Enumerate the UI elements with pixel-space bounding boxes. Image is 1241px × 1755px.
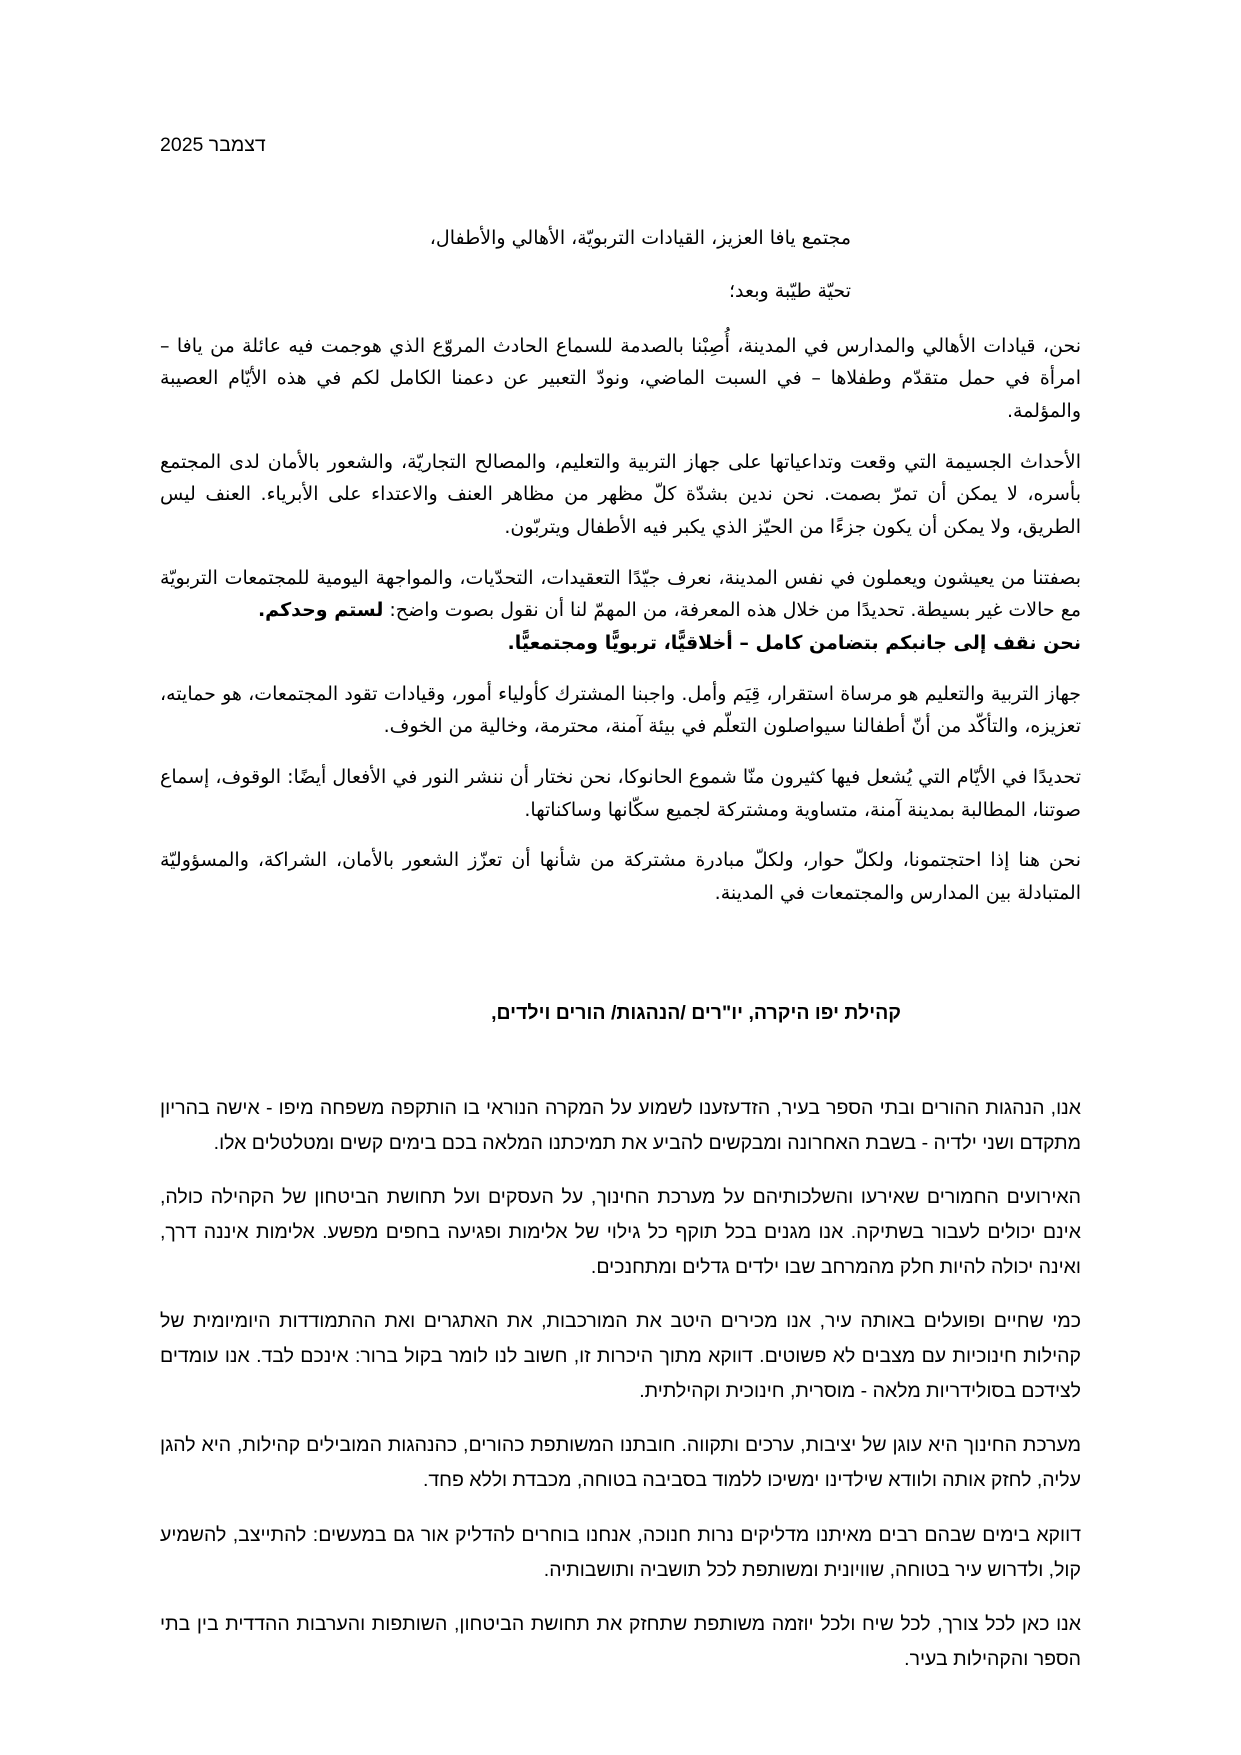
- hebrew-section: [160, 1091, 1081, 1677]
- document-content: [160, 130, 1081, 1697]
- hebrew-heading-spacer: [160, 1057, 1081, 1091]
- hebrew-paragraph-1: אנו, הנהגות ההורים ובתי הספר בעיר, הזדעזענו לשמוע על המקרה הנוראי בו הותקפה משפחה מיפו - אישה בהריון מתקדם ושני ילדיה - בשבת האחרונה ומבקשים להביע את תמיכתנו המלאה בכם בימים קשים ומטלטלים אלו.: [160, 1096, 1081, 1154]
- arabic-emphasis-solidarity: نحن نقف إلى جانبكم بتضامن كامل – أخلاقيًّا، تربويًّا ومجتمعيًّا.: [507, 631, 1081, 654]
- arabic-emphasis-not-alone: لستم وحدكم.: [257, 599, 384, 622]
- arabic-section: [160, 222, 1081, 909]
- arabic-salutation-secondary: تحيّة طيّبة وبعد؛: [729, 279, 851, 302]
- hebrew-paragraph-5: דווקא בימים שבהם רבים מאיתנו מדליקים נרות חנוכה, אנחנו בוחרים להדליק אור גם במעשים: להתייצב, להשמיע קול, ולדרוש עיר בטוחה, שוויונית ומשותפת לכל תושביה ותושבותיה.: [160, 1523, 1081, 1581]
- arabic-salutation-primary: مجتمع يافا العزيز، القيادات التربويّة، الأهالي والأطفال،: [429, 227, 851, 250]
- arabic-paragraph-4: جهاز التربية والتعليم هو مرساة استقرار، قِيَم وأمل. واجبنا المشترك كأولياء أمور، وقيادات تقود المجتمعات، هو حمايته، تعزيزه، والتأكّد من أنّ أطفالنا سيواصلون التعلّم في بيئة آمنة، محترمة، وخالية من الخوف.: [160, 682, 1081, 738]
- section-spacer: [160, 928, 1081, 998]
- arabic-paragraph-3: [160, 562, 1081, 660]
- arabic-paragraph-3-text: بصفتنا من يعيشون ويعملون في نفس المدينة، نعرف جيّدًا التعقيدات، التحدّيات، والمواجهة اليومية للمجتمعات التربويّة مع حالات غير بسيطة. تحديدًا من خلال هذه المعرفة، من المهمّ لنا أن نقول بصوت واضح:: [160, 566, 1081, 622]
- hebrew-paragraph-2: האירועים החמורים שאירעו והשלכותיהם על מערכת החינוך, על העסקים ועל תחושת הביטחון של הקהילה כולה, אינם יכולים לעבור בשתיקה. אנו מגנים בכל תוקף כל גילוי של אלימות ופגיעה בחפים מפשע. אלימות איננה דרך, ואינה יכולה להיות חלק מהמרחב שבו ילדים גדלים ומתחנכים.: [160, 1186, 1081, 1278]
- arabic-paragraph-6: نحن هنا إذا احتجتمونا، ولكلّ حوار، ولكلّ مبادرة مشتركة من شأنها أن تعزّز الشعور بالأمان، الشراكة، والمسؤوليّة المتبادلة بين المدارس والمجتمعات في المدينة.: [160, 849, 1081, 904]
- arabic-paragraph-5: تحديدًا في الأيّام التي يُشعل فيها كثيرون منّا شموع الحانوكا، نحن نختار أن ننشر النور في الأفعال أيضًا: الوقوف، إسماع صوتنا، المطالبة بمدينة آمنة، متساوية ومشتركة لجميع سكّانها وساكناتها.: [160, 765, 1081, 821]
- hebrew-paragraph-4: מערכת החינוך היא עוגן של יציבות, ערכים ותקווה. חובתנו המשותפת כהורים, כהנהגות המובילים קהילות, היא להגן עליה, לחזק אותה ולוודא שילדינו ימשיכו ללמוד בסביבה בטוחה, מכבדת וללא פחד.: [160, 1434, 1081, 1492]
- hebrew-paragraph-6: אנו כאן לכל צורך, לכל שיח ולכל יוזמה משותפת שתחזק את תחושת הביטחון, השותפות והערבות ההדדית בין בתי הספר והקהילות בעיר.: [160, 1613, 1081, 1670]
- arabic-paragraph-1: نحن، قيادات الأهالي والمدارس في المدينة، أُصِبْنا بالصدمة للسماع الحادث المروّع الذي هوجمت فيه عائلة من يافا – امرأة في حمل متقدّم وطفلاها – في السبت الماضي، ونودّ التعبير عن دعمنا الكامل لكم في هذه الأيّام العصيبة والمؤلمة.: [160, 334, 1081, 422]
- hebrew-paragraph-3: כמי שחיים ופועלים באותה עיר, אנו מכירים היטב את המורכבות, את האתגרים ואת ההתמודדות היומיומית של קהילות חינוכיות עם מצבים לא פשוטים. דווקא מתוך היכרות זו, חשוב לנו לומר בקול ברור: אינכם לבד. אנו עומדים לצידכם בסולידריות מלאה - מוסרית, חינוכית וקהילתית.: [160, 1310, 1081, 1402]
- arabic-paragraph-2: الأحداث الجسيمة التي وقعت وتداعياتها على جهاز التربية والتعليم، والمصالح التجاريّة، والشعور بالأمان لدى المجتمع بأسره، لا يمكن أن تمرّ بصمت. نحن ندين بشدّة كلّ مظهر من مظاهر العنف والاعتداء على الأبرياء. العنف ليس الطريق، ولا يمكن أن يكون جزءًا من الحيّز الذي يكبر فيه الأطفال ويتربّون.: [160, 450, 1081, 538]
- hebrew-heading: קהילת יפו היקרה, יו"רים /הנהגות/ הורים וילדים,: [491, 1001, 901, 1024]
- date-line: דצמבר 2025: [160, 134, 266, 156]
